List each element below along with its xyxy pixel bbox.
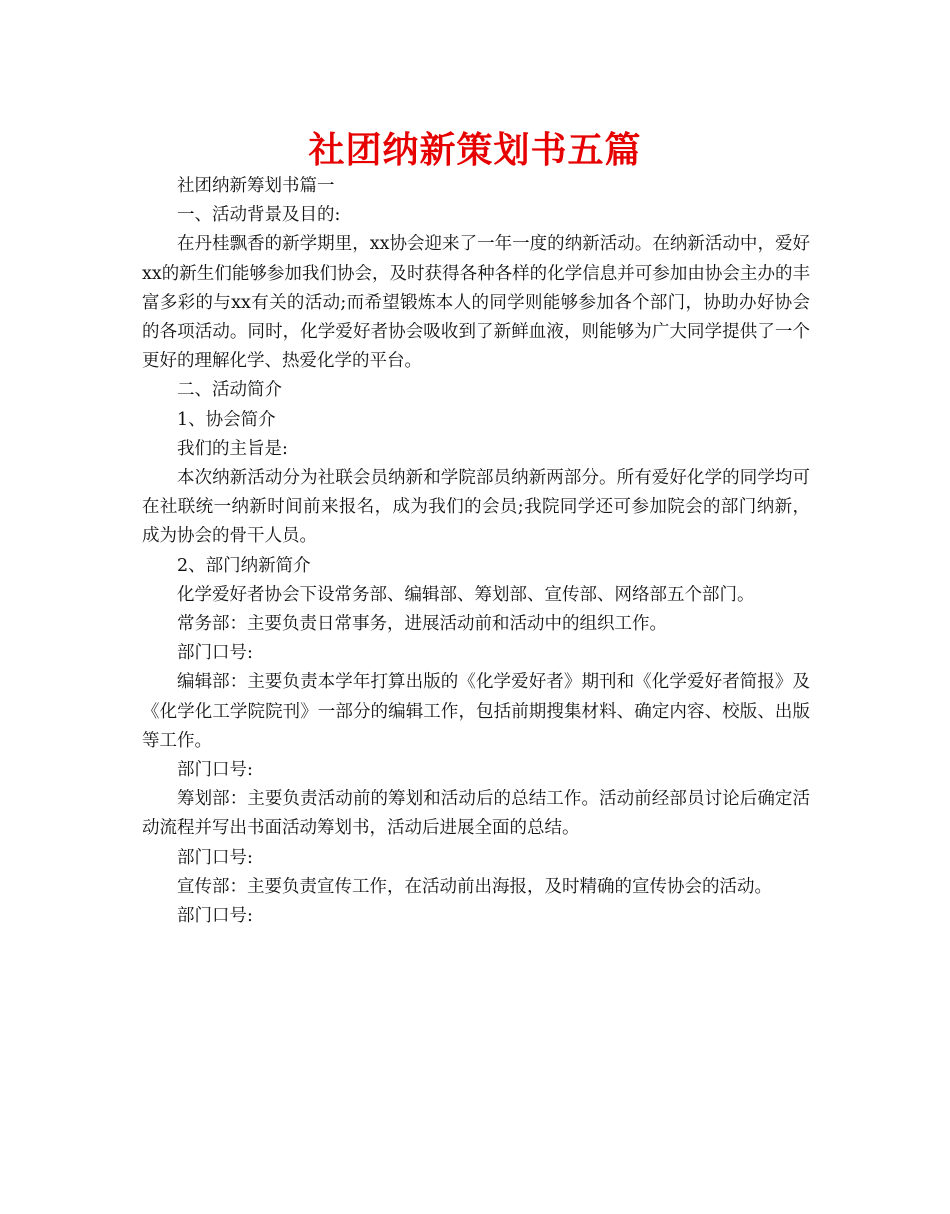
subsection-heading: 2、部门纳新简介 bbox=[177, 555, 311, 576]
paragraph: 宣传部：主要负责宣传工作，在活动前出海报，及时精确的宣传协会的活动。 bbox=[177, 876, 772, 897]
subsection-heading: 1、协会简介 bbox=[177, 409, 276, 430]
paragraph: 部门口号: bbox=[177, 906, 253, 927]
paragraph: 我们的主旨是: bbox=[177, 438, 288, 459]
paragraph: 化学爱好者协会下设常务部、编辑部、筹划部、宣传部、网络部五个部门。 bbox=[177, 584, 755, 605]
document-body bbox=[142, 172, 810, 931]
paragraph: 常务部：主要负责日常事务，进展活动前和活动中的组织工作。 bbox=[177, 614, 667, 635]
paragraph: 部门口号: bbox=[177, 847, 253, 868]
paragraph: 编辑部：主要负责本学年打算出版的《化学爱好者》期刊和《化学爱好者简报》及《化学化工学院院刊》一部分的编辑工作，包括前期搜集材料、确定内容、校版、出版等工作。 bbox=[142, 672, 810, 751]
paragraph: 本次纳新活动分为社联会员纳新和学院部员纳新两部分。所有爱好化学的同学均可在社联统一纳新时间前来报名，成为我们的会员;我院同学还可参加院会的部门纳新，成为协会的骨干人员。 bbox=[142, 468, 810, 547]
subsection-heading: 二、活动简介 bbox=[177, 380, 282, 401]
paragraph: 筹划部：主要负责活动前的筹划和活动后的总结工作。活动前经部员讨论后确定活动流程并写出书面活动筹划书，活动后进展全面的总结。 bbox=[142, 789, 810, 839]
paragraph: 部门口号: bbox=[177, 643, 253, 664]
paragraph: 部门口号: bbox=[177, 760, 253, 781]
subsection-heading: 一、活动背景及目的: bbox=[177, 205, 341, 226]
section-heading: 社团纳新筹划书篇一 bbox=[177, 176, 335, 196]
paragraph: 在丹桂飘香的新学期里，xx协会迎来了一年一度的纳新活动。在纳新活动中，爱好xx的新生们能够参加我们协会，及时获得各种各样的化学信息并可参加由协会主办的丰富多彩的与xx有关的活动;而希望锻炼本人的同学则能够参加各个部门，协助办好协会的各项活动。同时，化学爱好者协会吸收到了新鲜血液，则能够为广大同学提供了一个更好的理解化学、热爱化学的平台。 bbox=[142, 234, 810, 372]
document-title: 社团纳新策划书五篇 bbox=[308, 130, 642, 171]
